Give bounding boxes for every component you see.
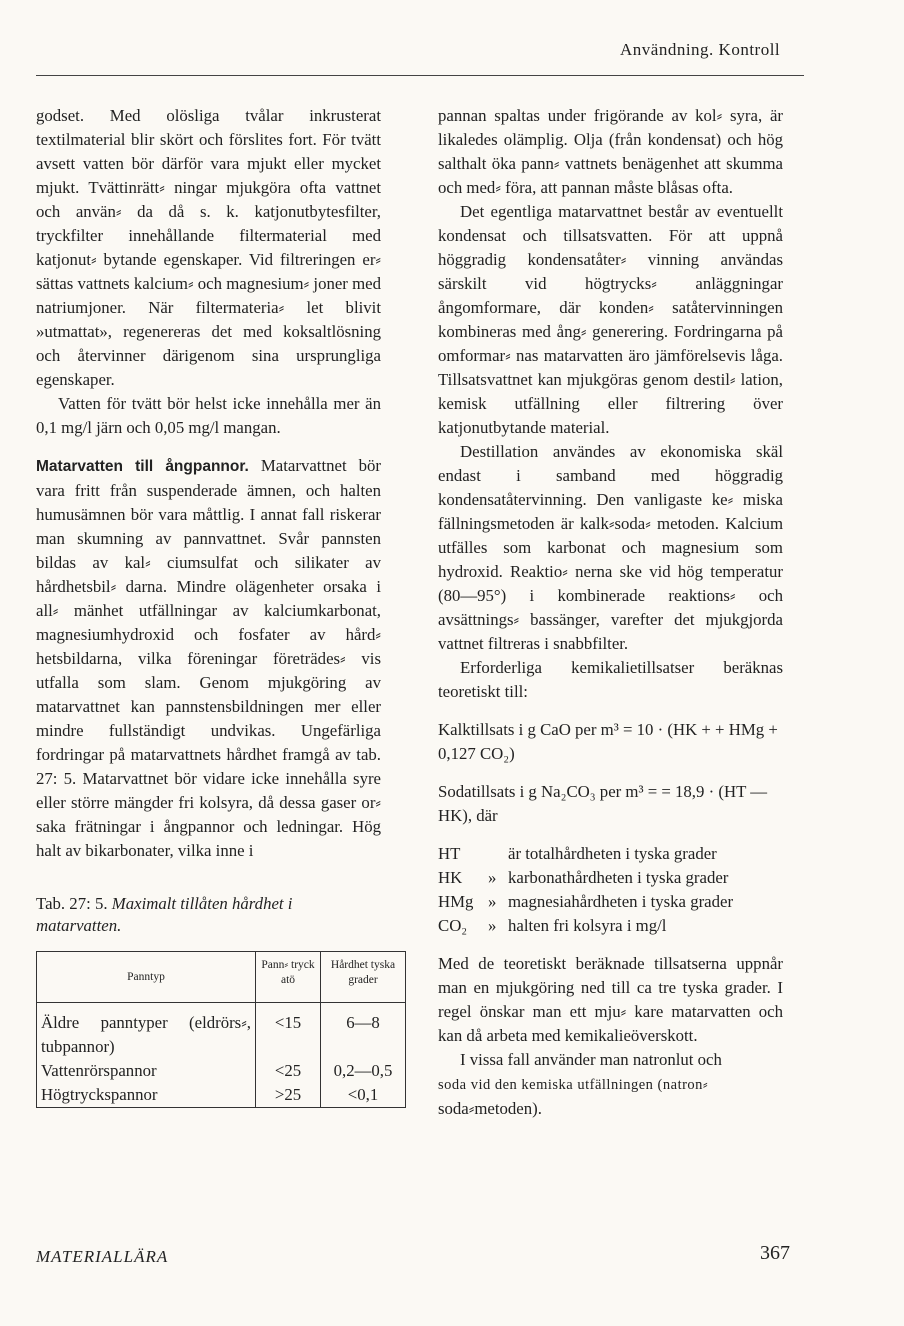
paragraph: Det egentliga matarvattnet består av eventuellt kondensat och tillsatsvatten. För att uppnå höggradig kondensatåter⸗ vinning användas särskilt vid högtrycks⸗ anläggningar ångomformare, där konden⸗ satåtervinningen kombineras med ång⸗ generering. Fordringarna på omformar⸗ nas matarvatten äro jämförelsevis låga. Tillsatsvattnet kan mjukgöras genom destil⸗ lation, kemisk utfällning eller filtrering över katjonutbytande material.	[438, 202, 783, 437]
ditto-mark: »	[488, 916, 497, 935]
table-cell: Vattenrörspannor	[41, 1061, 157, 1080]
definition-text: karbonathårdheten i tyska grader	[508, 868, 729, 887]
paragraph: pannan spaltas under frigörande av kol⸗ syra, är likaledes olämplig. Olja (från kondensat) och hög salthalt öka pann⸗ vattnets benägenhet att skumma och med⸗ föra, att pannan måste blåsas ofta.	[438, 106, 783, 197]
section-heading: Matarvatten till ångpannor.	[36, 458, 249, 475]
table-row	[37, 1003, 406, 1060]
formula: Sodatillsats i g Na₂CO₃ per m³ = = 18,9 · (HT — HK), där	[438, 782, 767, 825]
paragraph: godset. Med olösliga tvålar inkrusterat textilmaterial blir skört och förslites fort. För tvätt avsett vatten bör därför vara mjukt eller mycket mjukt. Tvättinrätt⸗ ningar mjukgöra ofta vattnet och använ⸗ da då s. k. katjonutbytesfilter, tryckfilter innehållande filtermaterial med katjonut⸗ bytande egenskaper. Vid filtreringen er⸗ sättas vattnets kalcium⸗ och magnesium⸗ joner med natriumjoner. När filtermateria⸗ let blivit »utmattat», regenereras det med koksaltlösning och återvinner därigenom sina ursprungliga egenskaper.	[36, 106, 381, 389]
table-header: Hårdhet tyska grader	[321, 952, 406, 1003]
definition-list	[438, 842, 783, 938]
left-column	[36, 104, 396, 1108]
paragraph: Med de teoretiskt beräknade tillsatserna uppnår man en mjukgöring ned till ca tre tyska grader. I regel önskar man ett mju⸗ kare matarvatten och kan då arbeta med kemikalieöverskott.	[438, 954, 783, 1045]
definition-symbol: HK	[438, 868, 463, 887]
paragraph-text: soda⸗metoden).	[438, 1099, 542, 1118]
definition-row	[438, 890, 783, 914]
table-cell: Högtryckspannor	[41, 1085, 158, 1104]
paragraph	[36, 454, 381, 863]
paragraph-text: I vissa fall använder man natronlut och	[460, 1050, 722, 1069]
paragraph: Destillation användes av ekonomiska skäl endast i samband med höggradig kondensatåtervinning. Den vanligaste ke⸗ miska fällningsmetoden är kalk⸗soda⸗ metoden. Kalcium utfälles som karbonat och magnesium som hydroxid. Reaktio⸗ nerna ske vid hög temperatur (80—95°) i kombinerade reaktions⸗ och avsättnings⸗ bassänger, varefter det mjukgjorda vattnet filtreras i snabbfilter.	[438, 442, 783, 653]
table-cell: >25	[256, 1083, 321, 1108]
definition-row	[438, 914, 783, 938]
table-cell: <25	[256, 1059, 321, 1083]
ditto-mark	[488, 842, 508, 866]
hardness-table	[36, 951, 406, 1108]
ditto-mark: »	[488, 868, 497, 887]
definition-text: magnesiahårdheten i tyska grader	[508, 892, 734, 911]
paragraph-text: Matarvattnet bör vara fritt från suspenderade ämnen, och halten humusämnen bör vara måttlig. I annat fall riskerar man skumning av pannvattnet. Svår pannsten bildas av kal⸗ ciumsulfat och silikater av hårdhetsbil⸗ darna. Mindre olägenheter orsaka i all⸗ mänhet utfällningar av kalciumkarbonat, magnesiumhydroxid och fosfater av hård⸗ hetsbildarna, vilka föreningar företrädes⸗ vis utfalla som slam. Genom mjukgöring av matarvattnet kan pannstensbildningen mer eller mindre fullständigt undvikas. Ungefärliga fordringar på matarvattnets hårdhet framgå av tab. 27: 5. Matarvattnet bör vidare icke innehålla syre eller större mängder fri kolsyra, då dessa gaser or⸗ saka frätningar i ångpannor och ledningar. Hög halt av bikarbonater, vilka inne i	[36, 456, 381, 860]
table-header: Pann⸗ tryck atö	[256, 952, 321, 1003]
definition-symbol: HT	[438, 844, 461, 863]
table-header: Panntyp	[37, 952, 256, 1003]
definition-symbol: CO₂	[438, 916, 468, 935]
definition-text: är totalhårdheten i tyska grader	[508, 844, 717, 863]
running-header: Användning. Kontroll	[620, 40, 781, 59]
table-cell: 6—8	[321, 1003, 406, 1060]
paragraph-text: soda vid den kemiska utfällningen (natron⸗	[438, 1077, 709, 1093]
header-rule	[36, 75, 804, 76]
table-cell: 0,2—0,5	[321, 1059, 406, 1083]
formula: Kalktillsats i g CaO per m³ = 10 · (HK + + HMg + 0,127 CO₂)	[438, 720, 778, 763]
right-column	[438, 104, 783, 1121]
paragraph: Erforderliga kemikalietillsatser beräknas teoretiskt till:	[438, 658, 783, 701]
table-cell: <15	[256, 1003, 321, 1060]
definition-row	[438, 842, 783, 866]
page-number: 367	[760, 1242, 790, 1264]
paragraph: Vatten för tvätt bör helst icke innehålla mer än 0,1 mg/l järn och 0,05 mg/l mangan.	[36, 394, 381, 437]
table-cell: <0,1	[321, 1083, 406, 1108]
definition-symbol: HMg	[438, 892, 474, 911]
definition-text: halten fri kolsyra i mg/l	[508, 916, 667, 935]
table-cell: Äldre panntyper (eldrörs⸗, tubpannor)	[41, 1013, 251, 1056]
table-title: Maximalt tillåten hårdhet i matarvatten.	[36, 894, 293, 935]
table-row	[37, 1059, 406, 1083]
definition-row	[438, 866, 783, 890]
ditto-mark: »	[488, 892, 497, 911]
table-row	[37, 1083, 406, 1108]
table-caption	[36, 893, 381, 937]
paragraph	[438, 1048, 783, 1121]
book-title: MATERIALLÄRA	[36, 1247, 169, 1266]
table-number: Tab. 27: 5.	[36, 894, 108, 913]
